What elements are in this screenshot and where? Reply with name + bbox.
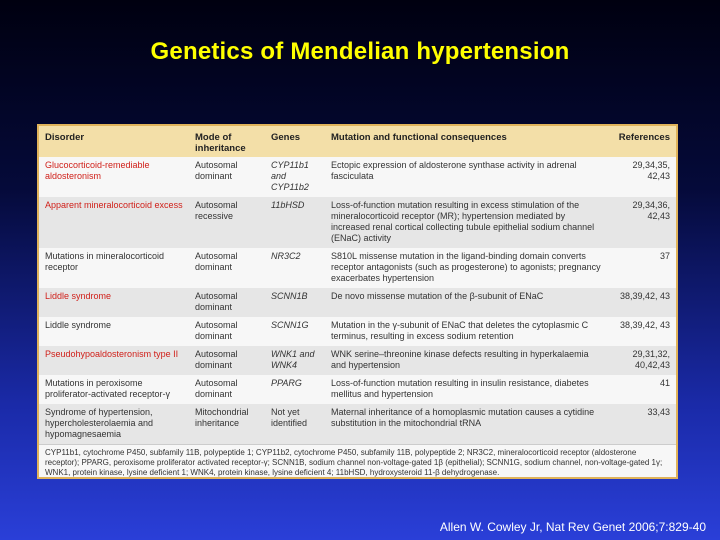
cell-references: 41 [608,375,676,404]
cell-references: 29,34,36, 42,43 [608,197,676,248]
cell-genes: 11bHSD [265,197,325,248]
cell-genes: CYP11b1 and CYP11b2 [265,157,325,197]
cell-mode: Mitochondrial inheritance [189,404,265,444]
cell-mode: Autosomal dominant [189,157,265,197]
cell-mutation: Ectopic expression of aldosterone synthase activity in adrenal fasciculata [325,157,608,197]
cell-mutation: De novo missense mutation of the β-subunit of ENaC [325,288,608,317]
table-row [39,404,676,444]
table-row [39,288,676,317]
cell-references: 29,34,35, 42,43 [608,157,676,197]
cell-genes: PPARG [265,375,325,404]
cell-mode: Autosomal dominant [189,317,265,346]
cell-mutation: Loss-of-function mutation resulting in excess stimulation of the mineralocorticoid receptor (MR); hypertension mediated by increased renal cortical collecting tubule epithelial sodium channel (ENaC) activity [325,197,608,248]
cell-disorder: Syndrome of hypertension, hypercholesterolaemia and hypomagnesaemia [39,404,189,444]
cell-disorder: Apparent mineralocorticoid excess [39,197,189,248]
hypertension-table [39,126,676,444]
cell-mutation: Maternal inheritance of a homoplasmic mutation causes a cytidine substitution in the mitochondrial tRNA [325,404,608,444]
table-row [39,375,676,404]
cell-mode: Autosomal dominant [189,288,265,317]
slide-title: Genetics of Mendelian hypertension [150,38,570,65]
header-disorder: Disorder [39,126,189,157]
table-row [39,248,676,288]
table-row [39,157,676,197]
cell-references: 33,43 [608,404,676,444]
cell-mutation: WNK serine–threonine kinase defects resulting in hyperkalaemia and hypertension [325,346,608,375]
header-mutation: Mutation and functional consequences [325,126,608,157]
cell-mutation: Mutation in the γ-subunit of ENaC that deletes the cytoplasmic C terminus, resulting in excess sodium retention [325,317,608,346]
cell-mode: Autosomal dominant [189,248,265,288]
table-header-row [39,126,676,157]
cell-disorder: Liddle syndrome [39,317,189,346]
cell-mode: Autosomal recessive [189,197,265,248]
table-panel [37,124,678,479]
cell-disorder: Glucocorticoid-remediable aldosteronism [39,157,189,197]
header-genes: Genes [265,126,325,157]
cell-references: 38,39,42, 43 [608,288,676,317]
cell-disorder: Liddle syndrome [39,288,189,317]
header-mode: Mode of inheritance [189,126,265,157]
cell-mutation: S810L missense mutation in the ligand-binding domain converts receptor antagonists (such as progesterone) to agonists; pregnancy exacerbates hypertension [325,248,608,288]
cell-disorder: Pseudohypoaldosteronism type II [39,346,189,375]
cell-mode: Autosomal dominant [189,346,265,375]
cell-disorder: Mutations in peroxisome proliferator-activated receptor-γ [39,375,189,404]
cell-mode: Autosomal dominant [189,375,265,404]
cell-disorder: Mutations in mineralocorticoid receptor [39,248,189,288]
cell-genes: SCNN1B [265,288,325,317]
citation-credit: Allen W. Cowley Jr, Nat Rev Genet 2006;7:829-40 [439,520,706,534]
table-row [39,197,676,248]
table-row [39,317,676,346]
cell-genes: Not yet identified [265,404,325,444]
cell-genes: WNK1 and WNK4 [265,346,325,375]
cell-references: 38,39,42, 43 [608,317,676,346]
cell-genes: SCNN1G [265,317,325,346]
table-row [39,346,676,375]
cell-mutation: Loss-of-function mutation resulting in insulin resistance, diabetes mellitus and hypertension [325,375,608,404]
cell-references: 37 [608,248,676,288]
cell-references: 29,31,32, 40,42,43 [608,346,676,375]
table-footnote: CYP11b1, cytochrome P450, subfamily 11B, polypeptide 1; CYP11b2, cytochrome P450, subfamily 11B, polypeptide 2; NR3C2, mineralocorticoid receptor (aldosterone receptor); PPARG, peroxisome proliferator activated receptor-γ; SCNN1B, sodium channel non-voltage-gated 1β (epithelial); SCNN1G, sodium channel, non-voltage-gated 1γ; WNK1, protein kinase, lysine deficient 1; WNK4, protein kinase, lysine deficient 4; 11bHSD, hydroxysteroid 11-β dehydrogenase. [39,444,676,479]
header-references: References [608,126,676,157]
cell-genes: NR3C2 [265,248,325,288]
